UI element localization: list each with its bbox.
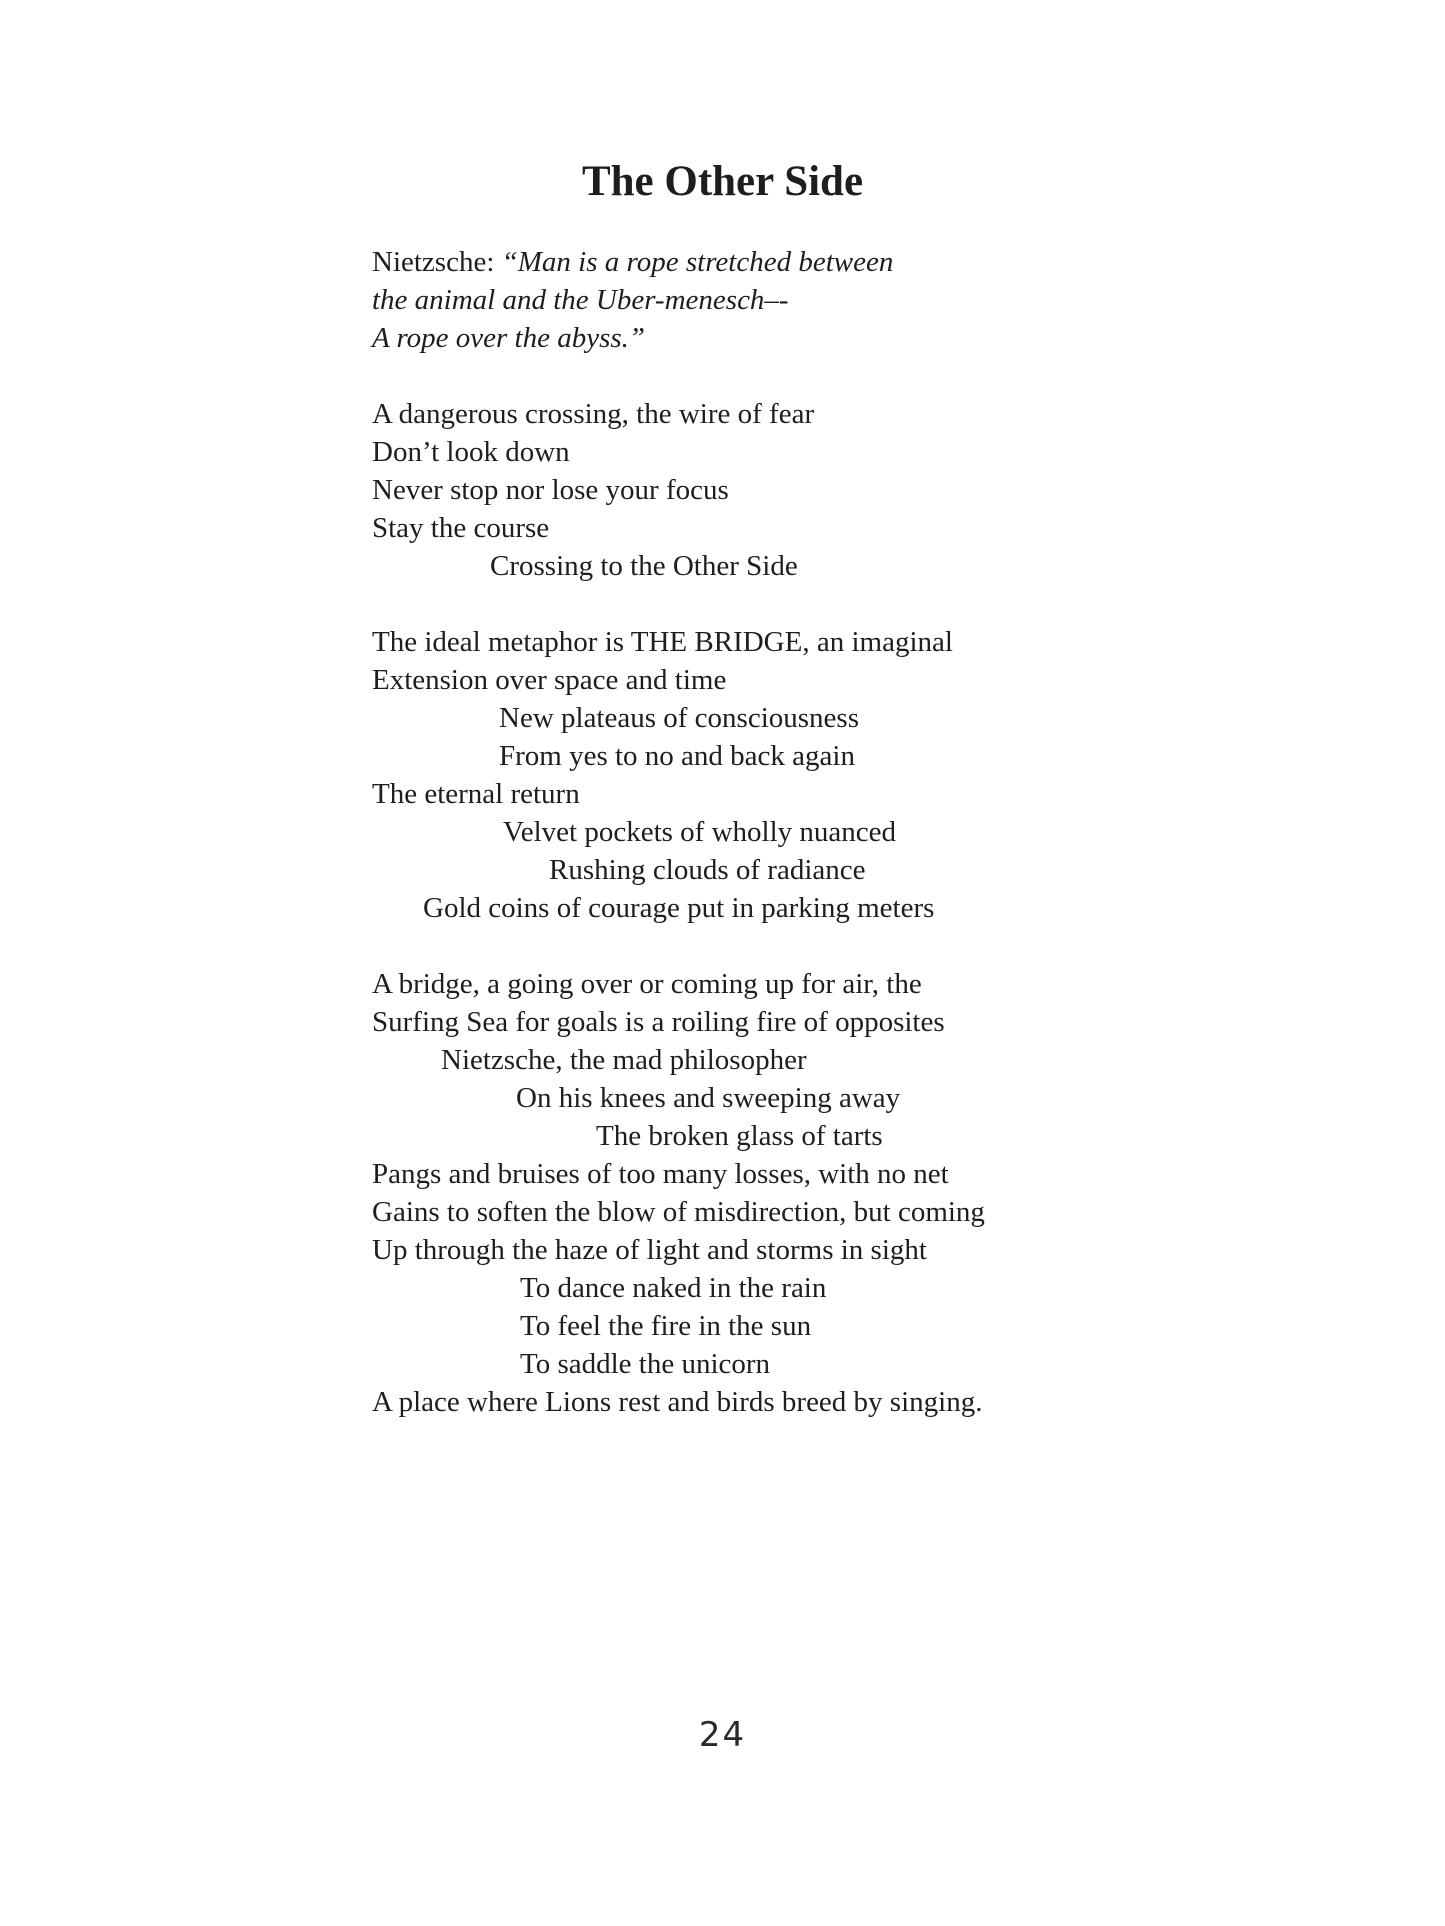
page-number: 24 xyxy=(698,1715,747,1755)
stanza3-line-3: Nietzsche, the mad philosopher xyxy=(441,1044,807,1076)
stanza3-line-11: To saddle the unicorn xyxy=(520,1348,771,1380)
stanza1-line-5: Crossing to the Other Side xyxy=(490,550,798,582)
stanza3-line-12: A place where Lions rest and birds breed by singing. xyxy=(372,1386,983,1418)
stanza2-line-6: Velvet pockets of wholly nuanced xyxy=(503,816,897,848)
epigraph-line-3: A rope over the abyss.” xyxy=(372,322,646,354)
epigraph-line-1 xyxy=(372,244,893,280)
stanza1-line-3: Never stop nor lose your focus xyxy=(372,474,729,506)
stanza2-line-3: New plateaus of consciousness xyxy=(499,702,859,734)
stanza3-line-9: To dance naked in the rain xyxy=(520,1272,827,1304)
stanza2-line-7: Rushing clouds of radiance xyxy=(549,854,866,886)
stanza2-line-4: From yes to no and back again xyxy=(499,740,855,772)
stanza1-line-2: Don’t look down xyxy=(372,436,570,468)
epigraph-line-2: the animal and the Uber-menesch–- xyxy=(372,284,789,316)
poem-title: The Other Side xyxy=(581,158,864,205)
stanza3-line-2: Surfing Sea for goals is a roiling fire of opposites xyxy=(372,1006,945,1038)
stanza2-line-1: The ideal metaphor is THE BRIDGE, an imaginal xyxy=(372,626,953,658)
stanza3-line-8: Up through the haze of light and storms in sight xyxy=(372,1234,927,1266)
stanza3-line-4: On his knees and sweeping away xyxy=(516,1082,901,1114)
stanza2-line-2: Extension over space and time xyxy=(372,664,727,696)
stanza3-line-1: A bridge, a going over or coming up for air, the xyxy=(372,968,922,1000)
stanza2-line-8: Gold coins of courage put in parking meters xyxy=(423,892,935,924)
stanza3-line-6: Pangs and bruises of too many losses, with no net xyxy=(372,1158,949,1190)
stanza1-line-1: A dangerous crossing, the wire of fear xyxy=(372,398,815,430)
stanza3-line-7: Gains to soften the blow of misdirection, but coming xyxy=(372,1196,985,1228)
epigraph-speaker: Nietzsche: xyxy=(372,246,502,278)
stanza3-line-5: The broken glass of tarts xyxy=(596,1120,883,1152)
epigraph-quote: “Man is a rope stretched between xyxy=(501,246,894,278)
stanza2-line-5: The eternal return xyxy=(372,778,580,810)
stanza3-line-10: To feel the fire in the sun xyxy=(520,1310,812,1342)
stanza1-line-4: Stay the course xyxy=(372,512,550,544)
